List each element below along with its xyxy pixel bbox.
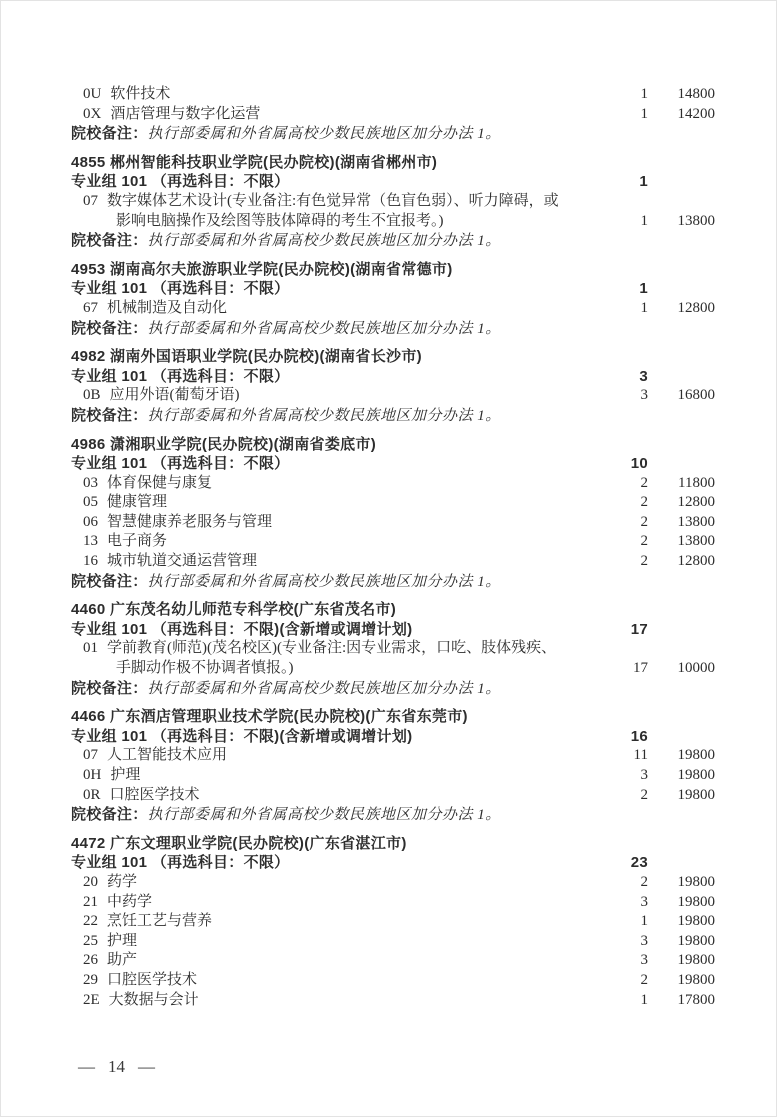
tuition-fee: 19800	[677, 952, 715, 969]
school-header: 4855 郴州智能科技职业学院(民办院校)(湖南省郴州市)	[71, 153, 438, 171]
major-code: 05	[83, 494, 98, 511]
footer-dash-right: —	[138, 1057, 155, 1076]
major-code: 0R	[83, 786, 101, 803]
major-name	[71, 513, 608, 533]
group-plan-count: 1	[639, 173, 648, 191]
school-note-label: 院校备注：	[71, 125, 148, 143]
major-row	[71, 212, 715, 232]
plan-count: 1	[640, 86, 648, 102]
tuition-fee: 12800	[677, 299, 715, 316]
major-code: 20	[83, 873, 98, 890]
major-name	[71, 105, 608, 125]
plan-count: 3	[640, 893, 648, 910]
school-header: 4986 潇湘职业学院(民办院校)(湖南省娄底市)	[71, 435, 377, 453]
school-note-label: 院校备注：	[71, 572, 148, 590]
major-name-text: 中药学	[107, 893, 153, 910]
major-row	[71, 659, 715, 679]
tuition-fee: 13800	[677, 533, 715, 550]
major-group-label: 专业组 101 （再选科目：不限）	[71, 173, 290, 191]
plan-count: 2	[640, 971, 648, 988]
major-name-text: 口腔医学技术	[107, 971, 198, 988]
tuition-fee: 12800	[677, 494, 715, 511]
school-note	[71, 679, 608, 700]
major-name-text: 酒店管理与数字化运营	[110, 105, 261, 122]
major-group-row	[71, 454, 715, 474]
tuition-fee: 13800	[677, 513, 715, 530]
major-row	[71, 85, 715, 105]
tuition-fee: 19800	[677, 767, 715, 783]
major-code: 07	[83, 747, 98, 764]
group-plan-count: 10	[630, 455, 648, 473]
major-name	[71, 212, 608, 232]
major-group-label: 专业组 101 （再选科目：不限)(含新增或调增计划)	[71, 620, 413, 638]
school-note-text: 执行部委属和外省属高校少数民族地区加分办法 1。	[147, 233, 501, 250]
major-group-label: 专业组 101 （再选科目：不限）	[71, 455, 290, 473]
school-note	[71, 572, 608, 593]
major-name	[71, 659, 608, 679]
tuition-fee: 19800	[677, 932, 715, 949]
major-name-text: 城市轨道交通运营管理	[107, 553, 258, 570]
tuition-fee: 19800	[677, 893, 715, 910]
group-plan-count: 3	[639, 367, 648, 385]
plan-count: 2	[640, 474, 648, 491]
major-name-text: 智慧健康养老服务与管理	[107, 513, 273, 530]
major-row	[71, 912, 715, 932]
major-row	[71, 746, 715, 766]
major-group-label: 专业组 101 （再选科目：不限)(含新增或调增计划)	[71, 727, 413, 745]
school-note-text: 执行部委属和外省属高校少数民族地区加分办法 1。	[147, 680, 501, 697]
major-name	[71, 893, 608, 913]
tuition-fee: 19800	[677, 747, 715, 764]
major-row	[71, 513, 715, 533]
major-group-label: 专业组 101 （再选科目：不限）	[71, 280, 290, 298]
major-group-row	[71, 727, 715, 747]
tuition-fee: 19800	[677, 913, 715, 930]
major-name	[71, 746, 608, 766]
major-name-text: 应用外语(葡萄牙语)	[109, 387, 240, 404]
major-code: 01	[83, 640, 98, 657]
major-name-text: 体育保健与康复	[107, 474, 213, 491]
major-name	[71, 299, 608, 319]
major-name-text: 药学	[107, 873, 138, 890]
major-row	[71, 552, 715, 572]
major-name-text: 烹饪工艺与营养	[107, 913, 213, 930]
major-name	[71, 639, 608, 659]
major-name-text: 助产	[107, 952, 138, 969]
school-note	[71, 406, 608, 427]
school-note	[71, 231, 608, 252]
plan-count: 3	[640, 932, 648, 949]
school-note-row	[71, 124, 715, 145]
plan-count: 1	[640, 913, 648, 930]
footer-dash-left: —	[78, 1057, 95, 1076]
major-code: 26	[83, 952, 98, 969]
major-name-text: 手脚动作极不协调者慎报。)	[116, 660, 294, 677]
major-code: 21	[83, 893, 98, 910]
major-name-text: 软件技术	[110, 86, 171, 102]
major-name-text: 护理	[107, 932, 138, 949]
group-plan-count: 23	[630, 854, 648, 872]
major-name	[71, 85, 608, 105]
school-block	[71, 707, 715, 826]
school-note-row	[71, 319, 715, 340]
major-code: 07	[83, 192, 98, 209]
major-row	[71, 951, 715, 971]
major-row	[71, 299, 715, 319]
tuition-fee: 19800	[677, 873, 715, 890]
major-code: 0U	[83, 86, 102, 102]
tuition-fee: 12800	[677, 553, 715, 570]
school-note-row	[71, 679, 715, 700]
major-name-text: 机械制造及自动化	[107, 299, 228, 316]
school-note-label: 院校备注：	[71, 406, 148, 424]
major-name	[71, 386, 608, 406]
major-name	[71, 971, 608, 991]
major-row	[71, 766, 715, 786]
school-block	[71, 85, 715, 145]
major-code: 22	[83, 913, 98, 930]
major-row	[71, 873, 715, 893]
major-name	[71, 532, 608, 552]
major-code: 67	[83, 299, 98, 316]
major-code: 29	[83, 971, 98, 988]
major-name	[71, 552, 608, 572]
major-name	[71, 932, 608, 952]
school-block	[71, 153, 715, 252]
school-header: 4472 广东文理职业学院(民办院校)(广东省湛江市)	[71, 834, 407, 852]
school-block	[71, 435, 715, 593]
school-note-text: 执行部委属和外省属高校少数民族地区加分办法 1。	[147, 807, 501, 824]
group-plan-count: 1	[639, 280, 648, 298]
major-row	[71, 932, 715, 952]
tuition-fee: 17800	[677, 991, 715, 1008]
plan-count: 3	[640, 387, 648, 404]
plan-count: 2	[640, 786, 648, 803]
plan-count: 1	[640, 299, 648, 316]
major-name	[71, 766, 608, 786]
school-note-row	[71, 231, 715, 252]
major-group-row	[71, 367, 715, 387]
school-note-text: 执行部委属和外省属高校少数民族地区加分办法 1。	[147, 407, 501, 424]
school-note-row	[71, 572, 715, 593]
school-block	[71, 347, 715, 426]
major-name-text: 大数据与会计	[108, 991, 199, 1008]
plan-count: 2	[640, 513, 648, 530]
major-name	[71, 991, 608, 1011]
major-code: 16	[83, 553, 98, 570]
major-name-text: 电子商务	[107, 533, 168, 550]
school-note-row	[71, 805, 715, 826]
school-block	[71, 260, 715, 339]
school-note-text: 执行部委属和外省属高校少数民族地区加分办法 1。	[147, 573, 501, 590]
school-block	[71, 834, 715, 1010]
major-row	[71, 474, 715, 494]
major-row	[71, 893, 715, 913]
major-row	[71, 532, 715, 552]
major-row	[71, 971, 715, 991]
school-note-label: 院校备注：	[71, 806, 148, 824]
major-row	[71, 786, 715, 806]
tuition-fee: 19800	[677, 786, 715, 803]
school-note-text: 执行部委属和外省属高校少数民族地区加分办法 1。	[147, 320, 501, 337]
school-block	[71, 600, 715, 699]
major-name-text: 影响电脑操作及绘图等肢体障碍的考生不宜报考。)	[116, 212, 444, 229]
major-code: 25	[83, 932, 98, 949]
major-name-text: 护理	[110, 767, 141, 783]
major-row	[71, 105, 715, 125]
group-plan-count: 16	[630, 727, 648, 745]
tuition-fee: 10000	[677, 660, 715, 677]
school-note	[71, 124, 608, 145]
major-group-row	[71, 620, 715, 640]
major-code: 13	[83, 533, 98, 550]
major-row	[71, 192, 715, 212]
major-name-text: 健康管理	[107, 494, 168, 511]
plan-count: 2	[640, 553, 648, 570]
major-name-text: 数字媒体艺术设计(专业备注:有色觉异常（色盲色弱）、听力障碍，或	[107, 192, 559, 209]
major-code: 03	[83, 474, 98, 491]
page-number: 14	[108, 1057, 125, 1076]
major-row	[71, 493, 715, 513]
page-footer	[78, 1057, 155, 1077]
major-code: 0X	[83, 105, 102, 122]
tuition-fee: 13800	[677, 212, 715, 229]
school-note-label: 院校备注：	[71, 319, 148, 337]
major-name	[71, 192, 608, 212]
major-name-text: 人工智能技术应用	[107, 747, 228, 764]
plan-count: 3	[640, 952, 648, 969]
major-group-row	[71, 279, 715, 299]
major-code: 0H	[83, 767, 102, 783]
plan-count: 11	[633, 747, 648, 764]
major-name	[71, 873, 608, 893]
major-code: 06	[83, 513, 98, 530]
major-row	[71, 639, 715, 659]
major-name	[71, 493, 608, 513]
plan-count: 1	[640, 991, 648, 1008]
major-row	[71, 386, 715, 406]
major-name	[71, 474, 608, 494]
school-header: 4466 广东酒店管理职业技术学院(民办院校)(广东省东莞市)	[71, 708, 468, 726]
tuition-fee: 11800	[678, 474, 715, 491]
admission-plan-list	[71, 85, 715, 1010]
major-name	[71, 912, 608, 932]
plan-count: 2	[640, 494, 648, 511]
major-row	[71, 991, 715, 1011]
school-note-row	[71, 406, 715, 427]
tuition-fee: 14200	[677, 105, 715, 122]
school-note-text: 执行部委属和外省属高校少数民族地区加分办法 1。	[147, 126, 501, 143]
major-group-row	[71, 853, 715, 873]
plan-count: 2	[640, 873, 648, 890]
school-header: 4953 湖南高尔夫旅游职业学院(民办院校)(湖南省常德市)	[71, 260, 453, 278]
tuition-fee: 19800	[677, 971, 715, 988]
school-header: 4982 湖南外国语职业学院(民办院校)(湖南省长沙市)	[71, 348, 422, 366]
major-group-label: 专业组 101 （再选科目：不限）	[71, 367, 290, 385]
major-name-text: 学前教育(师范)(茂名校区)(专业备注:因专业需求，口吃、肢体残疾、	[107, 640, 557, 657]
tuition-fee: 14800	[677, 86, 715, 102]
school-header: 4460 广东茂名幼儿师范专科学校(广东省茂名市)	[71, 601, 397, 619]
plan-count: 2	[640, 533, 648, 550]
major-name	[71, 786, 608, 806]
plan-count: 17	[633, 660, 648, 677]
major-code: 0B	[83, 387, 101, 404]
major-code: 2E	[83, 991, 100, 1008]
plan-count: 1	[640, 212, 648, 229]
school-note-label: 院校备注：	[71, 232, 148, 250]
plan-count: 3	[640, 767, 648, 783]
group-plan-count: 17	[630, 620, 648, 638]
major-name-text: 口腔医学技术	[109, 786, 200, 803]
major-name	[71, 951, 608, 971]
school-note	[71, 805, 608, 826]
tuition-fee: 16800	[677, 387, 715, 404]
major-group-label: 专业组 101 （再选科目：不限）	[71, 854, 290, 872]
school-note-label: 院校备注：	[71, 679, 148, 697]
major-group-row	[71, 172, 715, 192]
school-note	[71, 319, 608, 340]
plan-count: 1	[640, 105, 648, 122]
